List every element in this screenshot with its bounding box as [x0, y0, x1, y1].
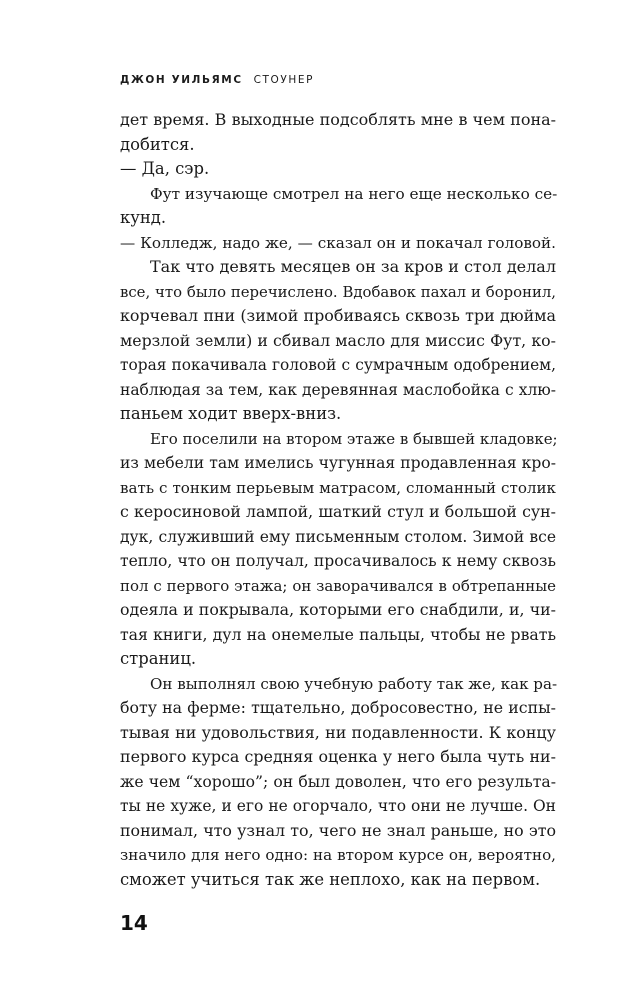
text-line: страниц. [120, 649, 197, 668]
text-line: кунд. [120, 208, 167, 227]
text-line: Фут изучающе смотрел на него еще несколько се- [150, 184, 558, 203]
text-line: дет время. В выходные подсоблять мне в чем пона- [120, 110, 556, 129]
text-line: из мебели там имелись чугунная продавленная кро- [120, 454, 556, 472]
text-line: вать с тонким перьевым матрасом, сломанный столик [120, 478, 556, 497]
body-text [120, 108, 556, 892]
text-line: мерзлой земли) и сбивал масло для миссис Фут, ко- [120, 330, 556, 350]
text-line: паньем ходит вверх-вниз. [120, 404, 342, 423]
text-line: наблюдая за тем, как деревянная маслобойка с хлю- [120, 380, 556, 399]
text-line: Его поселили на втором этаже в бывшей кладовке; [150, 429, 558, 448]
text-line: с керосиновой лампой, шаткий стул и большой сун- [120, 502, 556, 521]
text-line: тывая ни удовольствия, ни подавленности. К концу [120, 722, 556, 742]
text-line: тепло, что он получал, просачивалось к нему сквозь [120, 552, 556, 570]
text-line: добится. [120, 134, 195, 154]
text-line: ты не хуже, и его не огорчало, что они не лучше. Он [120, 797, 556, 815]
text-line: — Колледж, надо же, — сказал он и покачал головой. [120, 233, 556, 252]
running-head-author: ДЖОН УИЛЬЯМС [120, 74, 243, 86]
text-line: Так что девять месяцев он за кров и стол делал [150, 257, 556, 276]
text-line: торая покачивала головой с сумрачным одобрением, [120, 356, 556, 374]
text-line: боту на ферме: тщательно, добросовестно, не испы- [120, 698, 556, 717]
text-line: корчевал пни (зимой пробиваясь сквозь три дюйма [120, 306, 556, 325]
text-line: понимал, что узнал то, чего не знал раньше, но это [120, 820, 556, 840]
text-line: одеяла и покрывала, которыми его снабдили, и, чи- [120, 600, 556, 619]
text-line: — Да, сэр. [120, 159, 210, 178]
text-line: первого курса средняя оценка у него была чуть ни- [120, 747, 556, 766]
page-number: 14 [120, 911, 148, 935]
running-head [120, 70, 314, 90]
running-head-title: СТОУНЕР [253, 74, 315, 86]
text-line: все, что было перечислено. Вдобавок пахал и боронил, [120, 282, 556, 301]
text-line: сможет учиться так же неплохо, как на первом. [120, 869, 541, 889]
text-line: же чем “хорошо”; он был доволен, что его результа- [120, 772, 556, 791]
text-line: тая книги, дул на онемелые пальцы, чтобы не рвать [120, 624, 556, 644]
text-line: Он выполнял свою учебную работу так же, как ра- [150, 674, 558, 693]
text-line: значило для него одно: на втором курсе он, вероятно, [120, 846, 556, 864]
text-line: пол с первого этажа; он заворачивался в обтрепанные [120, 576, 556, 595]
text-line: дук, служивший ему письменным столом. Зимой все [120, 527, 556, 546]
